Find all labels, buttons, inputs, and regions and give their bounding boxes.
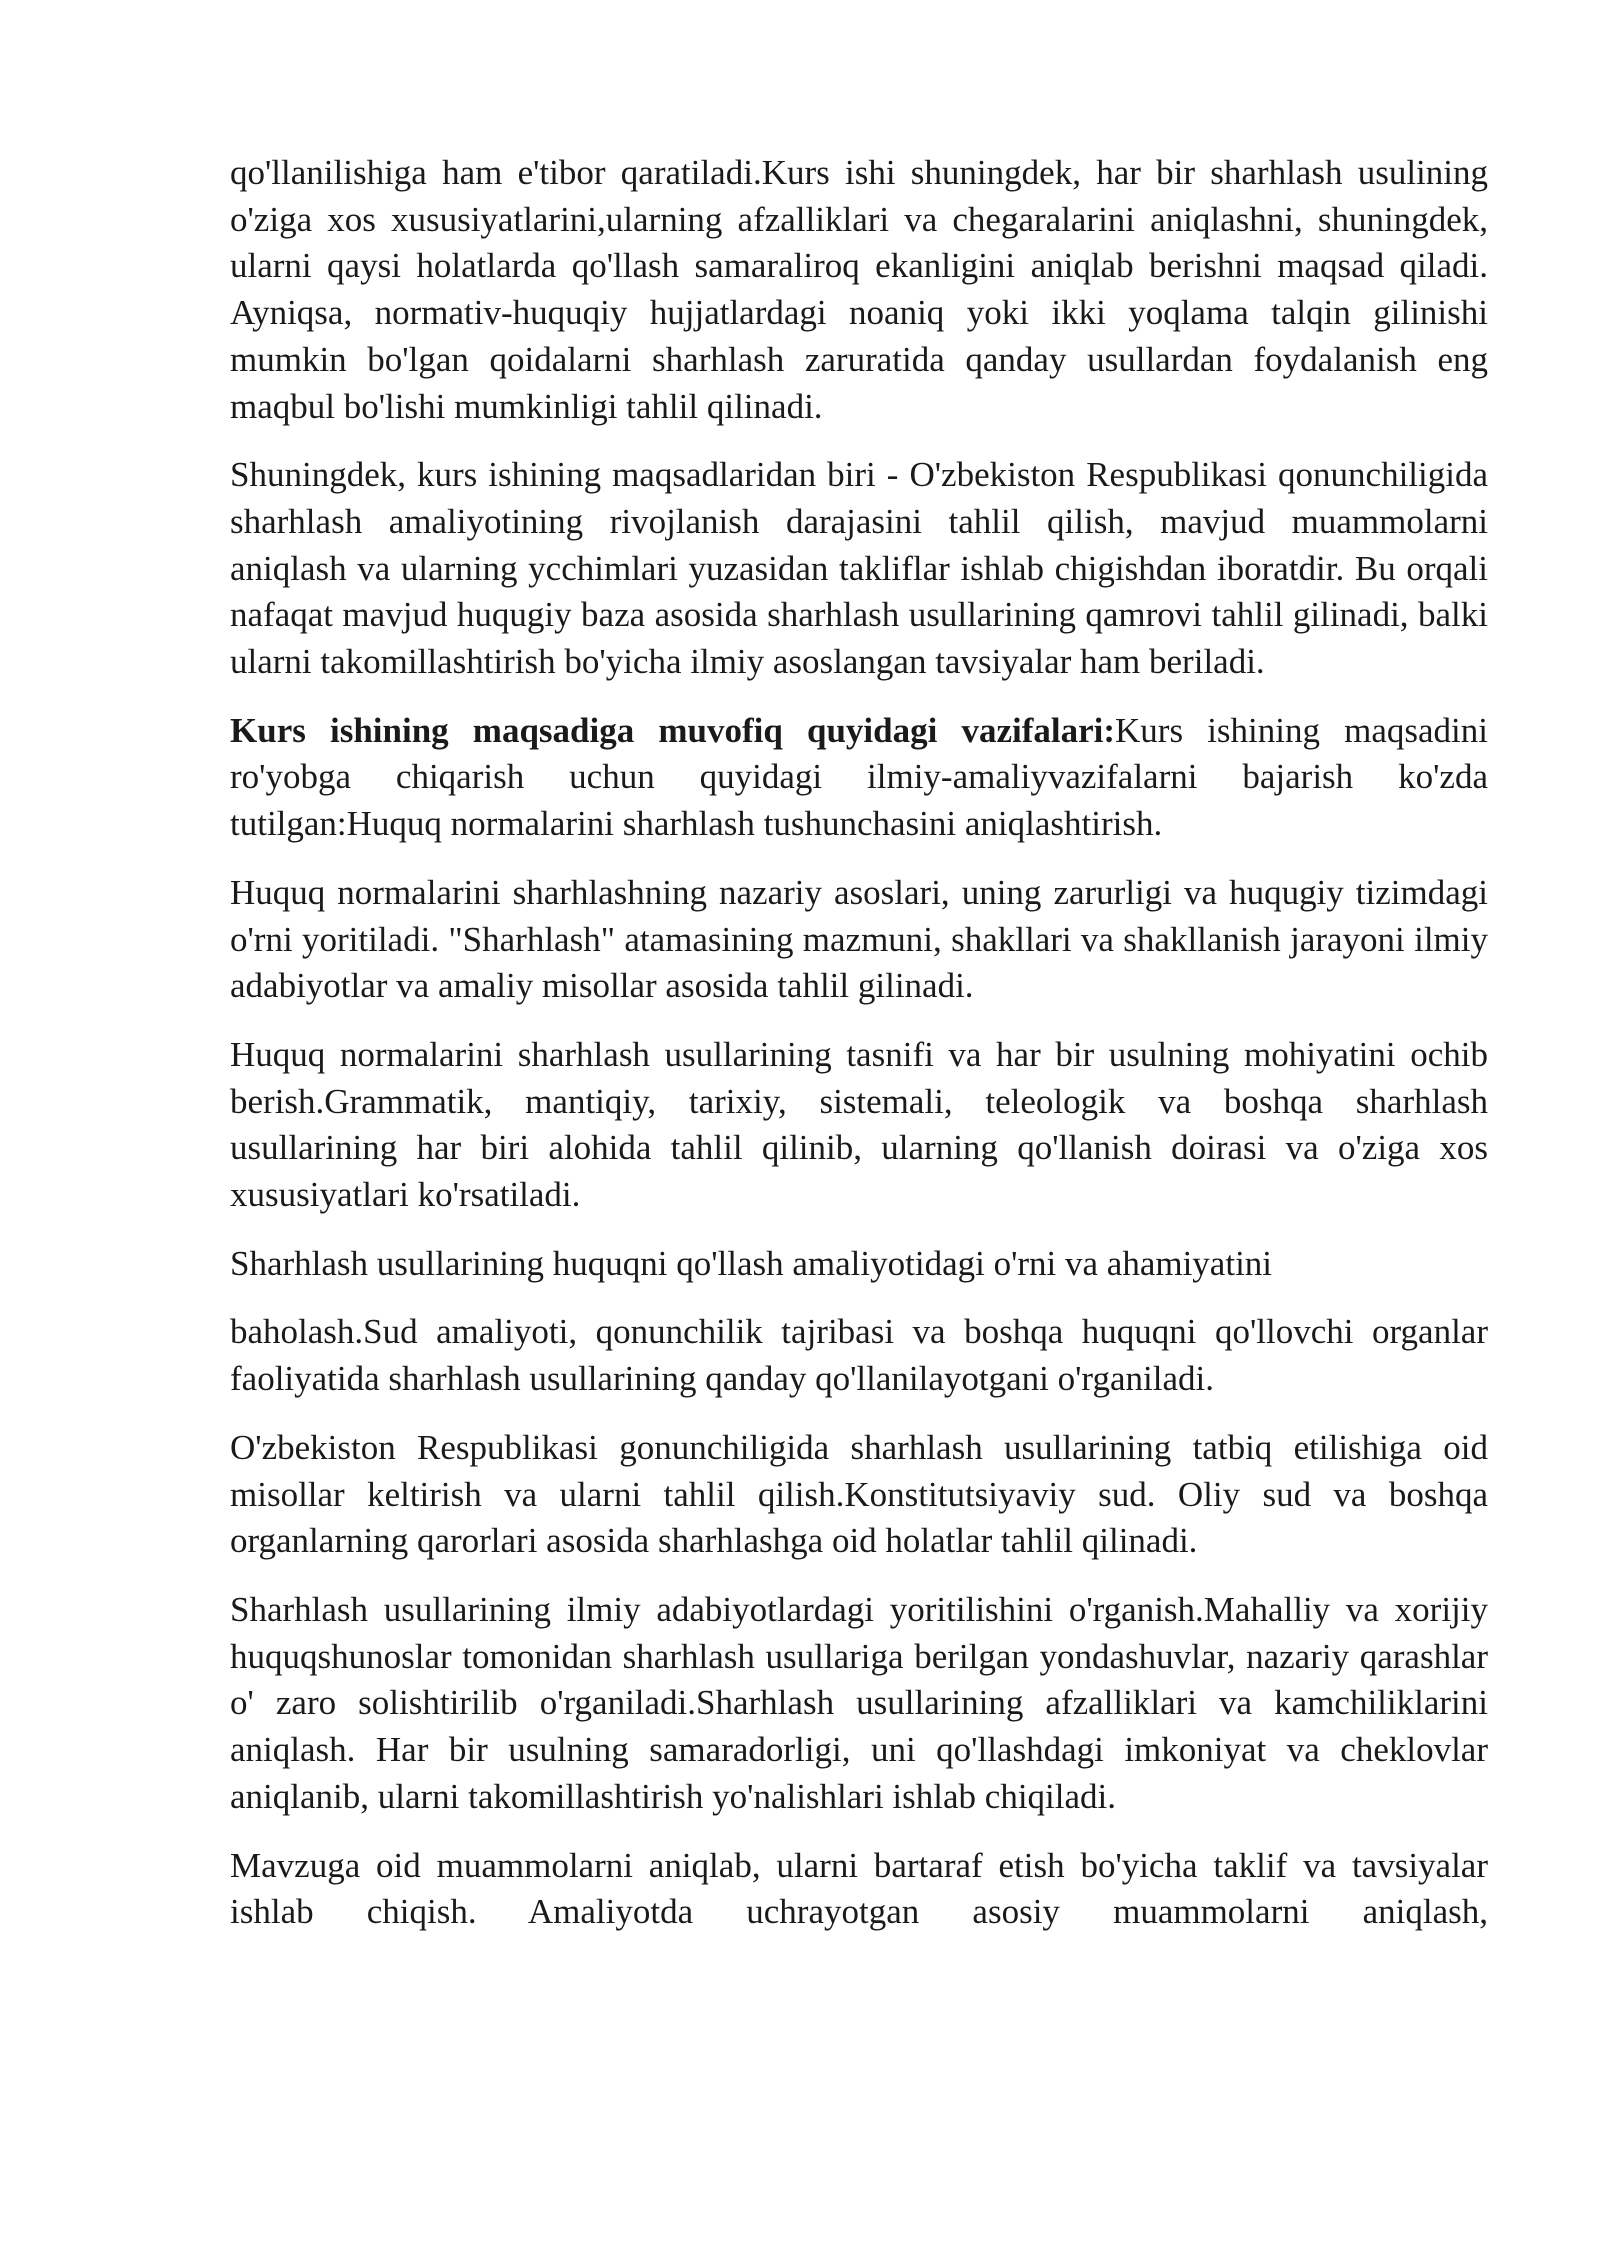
paragraph-1: qo'llanilishiga ham e'tibor qaratiladi.Kurs ishi shuningdek, har bir sharhlash usulining o'ziga xos xususiyatlarini,ularning afzalliklari va chegaralarini aniqlashni, shuningdek, ularni qaysi holatlarda qo'llash samaraliroq ekanligini aniqlab berishni maqsad qiladi. Ayniqsa, normativ-huquqiy hujjatlardagi noaniq yoki ikki yoqlama talqin gilinishi mumkin bo'lgan qoidalarni sharhlash zaruratida qanday usullardan foydalanish eng maqbul bo'lishi mumkinligi tahlil qilinadi.: [230, 153, 1488, 426]
document-page: [230, 150, 1488, 1958]
paragraph-7: baholash.Sud amaliyoti, qonunchilik tajribasi va boshqa huquqni qo'llovchi organlar faoliyatida sharhlash usullarining qanday qo'llanilayotgani o'rganiladi.: [230, 1312, 1488, 1399]
paragraph-3-body: Kurs ishining maqsadini ro'yobga chiqarish uchun quyidagi ilmiy-amaliyvazifalarni bajarish ko'zda tutilgan:Huquq normalarini sharhlash tushunchasini aniqlashtirish.: [230, 710, 1488, 844]
paragraph-6: Sharhlash usullarining huquqni qo'llash amaliyotidagi o'rni va ahamiyatini: [230, 1243, 1273, 1283]
paragraph-2: Shuningdek, kurs ishining maqsadlaridan biri - O'zbekiston Respublikasi qonunchiligida sharhlash amaliyotining rivojlanish darajasini tahlil qilish, mavjud muammolarni aniqlash va ularning ycchimlari yuzasidan takliflar ishlab chigishdan iboratdir. Bu orqali nafaqat mavjud huqugiy baza asosida sharhlash usullarining qamrovi tahlil gilinadi, balki ularni takomillashtirish bo'yicha ilmiy asoslangan tavsiyalar ham beriladi.: [230, 455, 1488, 682]
paragraph-3-heading: Kurs ishining maqsadiga muvofiq quyidagi vazifalari:: [230, 710, 1116, 750]
paragraph-8: O'zbekiston Respublikasi gonunchiligida sharhlash usullarining tatbiq etilishiga oid misollar keltirish va ularni tahlil qilish.Konstitutsiyaviy sud. Oliy sud va boshqa organlarning qarorlari asosida sharhlashga oid holatlar tahlil qilinadi.: [230, 1427, 1488, 1561]
paragraph-4: Huquq normalarini sharhlashning nazariy asoslari, uning zarurligi va huqugiy tizimdagi o'rni yoritiladi. "Sharhlash" atamasining mazmuni, shakllari va shakllanish jarayoni ilmiy adabiyotlar va amaliy misollar asosida tahlil gilinadi.: [230, 872, 1488, 1006]
paragraph-10: Mavzuga oid muammolarni aniqlab, ularni bartaraf etish bo'yicha taklif va tavsiyalar ishlab chiqish. Amaliyotda uchrayotgan asosiy muammolarni aniqlash,: [230, 1845, 1488, 1932]
paragraph-3: [230, 708, 1488, 848]
paragraph-5: Huquq normalarini sharhlash usullarining tasnifi va har bir usulning mohiyatini ochib berish.Grammatik, mantiqiy, tarixiy, sistemali, teleologik va boshqa sharhlash usullarining har biri alohida tahlil qilinib, ularning qo'llanish doirasi va o'ziga xos xususiyatlari ko'rsatiladi.: [230, 1034, 1488, 1215]
paragraph-9: Sharhlash usullarining ilmiy adabiyotlardagi yoritilishini o'rganish.Mahalliy va xorijiy huquqshunoslar tomonidan sharhlash usullariga berilgan yondashuvlar, nazariy qarashlar o' zaro solishtirilib o'rganiladi.Sharhlash usullarining afzalliklari va kamchiliklarini aniqlash. Har bir usulning samaradorligi, uni qo'llashdagi imkoniyat va cheklovlar aniqlanib, ularni takomillashtirish yo'nalishlari ishlab chiqiladi.: [230, 1589, 1488, 1816]
